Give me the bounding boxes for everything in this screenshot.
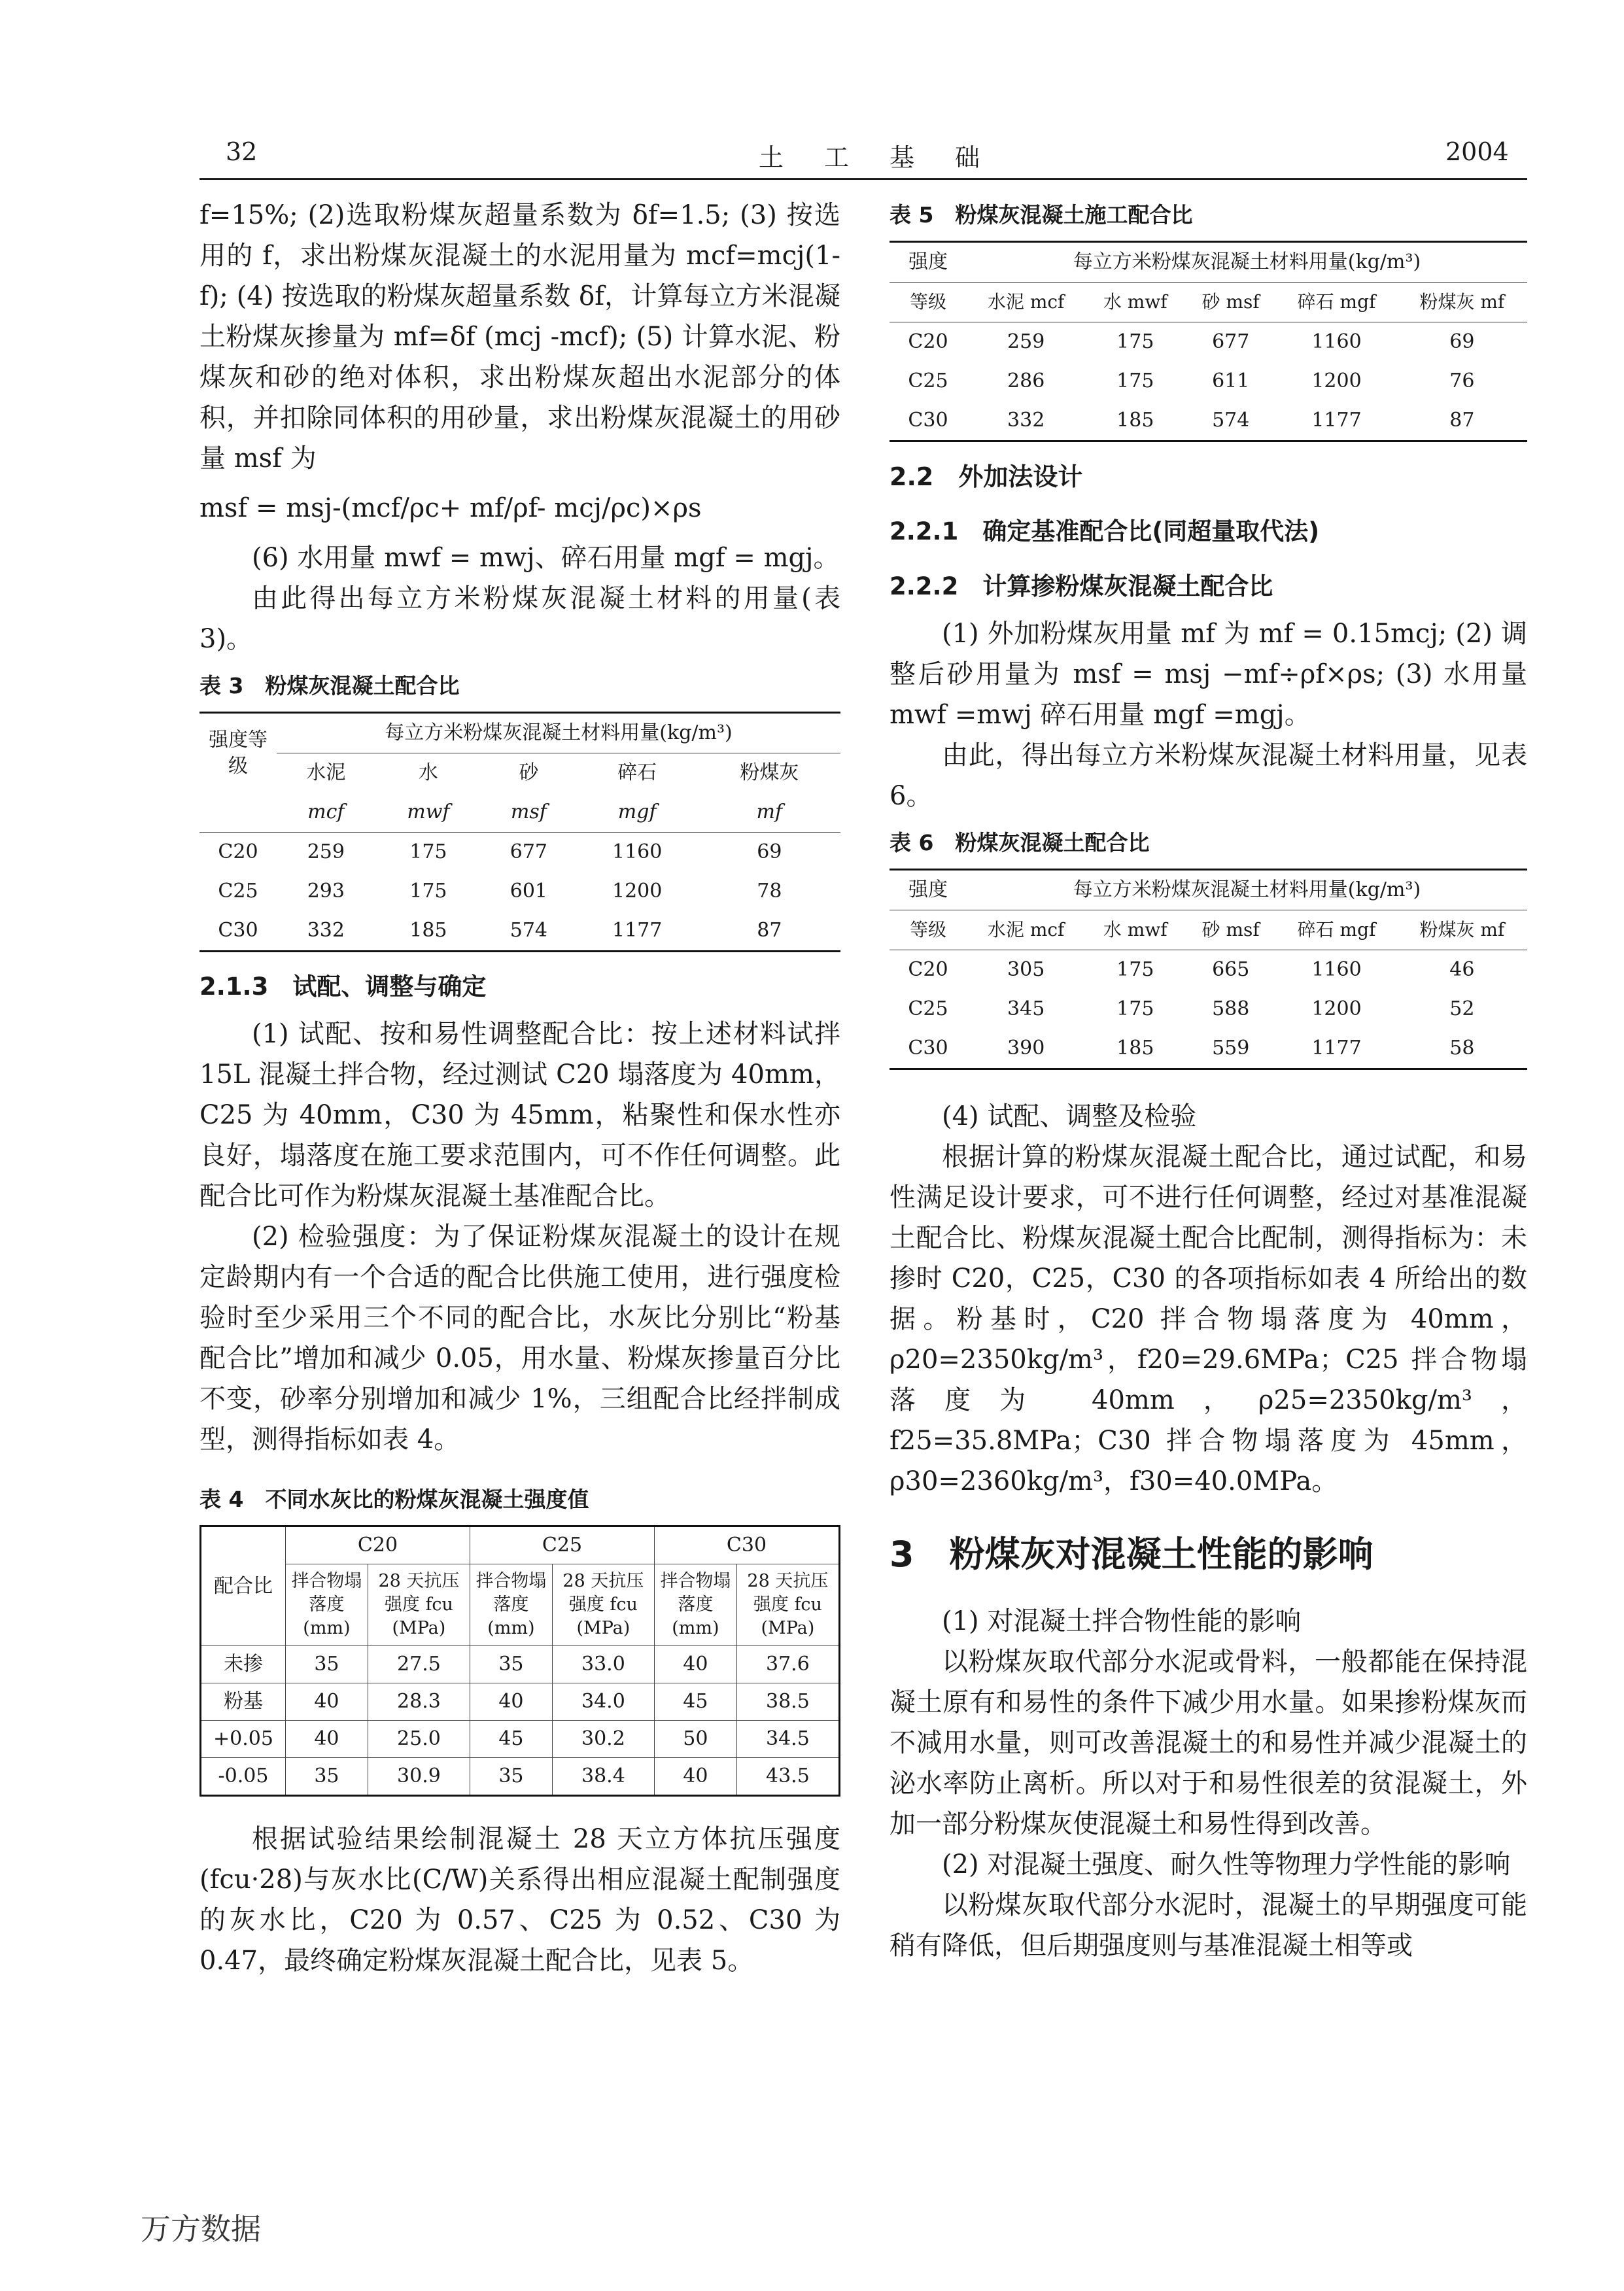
table-header: 每立方米粉煤灰混凝土材料用量(kg/m³): [967, 870, 1527, 910]
table-cell: 574: [1212, 409, 1250, 432]
paragraph: (6) 水用量 mwf = mwj、碎石用量 mgf = mgj。: [252, 543, 840, 573]
table-cell: 175: [409, 880, 447, 903]
table-cell: 1177: [612, 919, 663, 942]
table-header: 碎石: [617, 761, 657, 784]
table-header: msf: [510, 801, 547, 823]
table-cell: 43.5: [736, 1758, 839, 1796]
table-header: 拌合物塌落度(mm): [470, 1564, 552, 1646]
table-cell: 35: [286, 1758, 368, 1796]
table-cell: 40: [470, 1683, 552, 1721]
table-header: C25: [470, 1526, 654, 1564]
table-header: 等级: [909, 291, 946, 313]
table-cell: 28.3: [368, 1683, 470, 1721]
table-header: 28 天抗压强度 fcu (MPa): [552, 1564, 654, 1646]
table-cell: 1177: [1311, 1037, 1362, 1059]
table-cell: 34.0: [552, 1683, 654, 1721]
table-row: [890, 990, 1527, 1029]
table-cell: 37.6: [736, 1646, 839, 1683]
table-cell: 259: [1007, 330, 1045, 353]
table-cell: 未掺: [201, 1646, 286, 1683]
table-header: 每立方米粉煤灰混凝土材料用量(kg/m³): [967, 242, 1527, 283]
table-cell: 30.2: [552, 1721, 654, 1758]
section-heading: 3 粉煤灰对混凝土性能的影响: [890, 1534, 1373, 1575]
table-row: [201, 1758, 840, 1796]
table-cell: 332: [307, 919, 345, 942]
table-row: [890, 401, 1527, 441]
table-cell: 175: [1116, 997, 1154, 1020]
table-header: mgf: [617, 801, 657, 823]
table-cell: 601: [510, 880, 547, 903]
paragraph: 根据试验结果绘制混凝土 28 天立方体抗压强度(fcu·28)与灰水比(C/W)关系得出相应混凝土配制强度的灰水比，C20 为 0.57、C25 为 0.52、C30 为 0.47，最终确定粉煤灰混凝土配合比，见表 5。: [199, 1824, 840, 1976]
section-heading: 2.2.1 确定基准配合比(同超量取代法): [890, 517, 1320, 545]
table-cell: 185: [1116, 409, 1154, 432]
table-cell: 185: [409, 919, 447, 942]
table-cell: C30: [218, 919, 258, 942]
table-header: 水泥 mcf: [987, 291, 1065, 313]
section-heading: 2.2.2 计算掺粉煤灰混凝土配合比: [890, 572, 1273, 600]
table-cell: 38.4: [552, 1758, 654, 1796]
table-cell: 1160: [612, 840, 663, 863]
table-cell: -0.05: [201, 1758, 286, 1796]
table-cell: 76: [1449, 370, 1475, 392]
table-header: mcf: [307, 801, 345, 823]
paragraph: 由此，得出每立方米粉煤灰混凝土材料用量，见表 6。: [890, 740, 1527, 811]
table-cell: C20: [218, 840, 258, 863]
paragraph: (4) 试配、调整及检验: [942, 1101, 1197, 1131]
table-cell: 40: [286, 1721, 368, 1758]
section-heading: 2.2 外加法设计: [890, 462, 1083, 491]
table-cell: 40: [654, 1646, 736, 1683]
table-cell: 677: [510, 840, 547, 863]
table-cell: 175: [1116, 330, 1154, 353]
table-cell: 27.5: [368, 1646, 470, 1683]
table-header: 水: [418, 761, 438, 784]
table-cell: 52: [1449, 997, 1475, 1020]
paragraph: (1) 试配、按和易性调整配合比：按上述材料试拌 15L 混凝土拌合物，经过测试 C20 塌落度为 40mm，C25 为 40mm，C30 为 45mm，粘聚性和保水性亦良好，塌落度在施工要求范围内，可不作任何调整。此配合比可作为粉煤灰混凝土基准配合比。: [199, 1019, 840, 1211]
section-heading: 2.1.3 试配、调整与确定: [199, 973, 487, 1001]
table-header: C20: [286, 1526, 470, 1564]
table-cell: 69: [1449, 330, 1475, 353]
table-5: [890, 241, 1527, 442]
table-cell: C20: [908, 330, 948, 353]
table-header: 粉煤灰: [740, 761, 799, 784]
header-rule: [199, 178, 1527, 180]
table-header: mf: [756, 801, 783, 823]
table-header: 强度: [890, 242, 967, 283]
table-cell: 677: [1212, 330, 1250, 353]
table-header: 碎石 mgf: [1297, 291, 1376, 313]
table-row: [890, 362, 1527, 401]
table-cell: 45: [654, 1683, 736, 1721]
table-cell: 665: [1212, 958, 1250, 981]
table-header: 拌合物塌落度(mm): [654, 1564, 736, 1646]
table-header: 28 天抗压强度 fcu (MPa): [736, 1564, 839, 1646]
paragraph: 由此得出每立方米粉煤灰混凝土材料的用量(表 3)。: [199, 583, 840, 654]
table-cell: 1177: [1311, 409, 1362, 432]
table-header: 水 mwf: [1103, 919, 1167, 940]
table-cell: 1200: [612, 880, 663, 903]
table-cell: 78: [757, 880, 782, 903]
table-cell: 35: [470, 1758, 552, 1796]
table-cell: 87: [1449, 409, 1475, 432]
table-cell: 588: [1212, 997, 1250, 1020]
table-header: mwf: [407, 801, 450, 823]
table-header: C30: [654, 1526, 839, 1564]
table-row: [890, 1029, 1527, 1069]
table-cell: 58: [1449, 1037, 1475, 1059]
table-header: 砂 msf: [1201, 291, 1260, 313]
table-cell: +0.05: [201, 1721, 286, 1758]
table-cell: 286: [1007, 370, 1045, 392]
paragraph: (1) 外加粉煤灰用量 mf 为 mf = 0.15mcj; (2) 调整后砂用量为 msf = msj −mf÷ρf×ρs; (3) 水用量 mwf =mwj 碎石用量 mgf =mgj。: [890, 619, 1527, 730]
table-cell: 574: [510, 919, 547, 942]
table-header: 碎石 mgf: [1297, 919, 1376, 940]
journal-title: 土 工 基 础: [759, 143, 988, 172]
table-header: 每立方米粉煤灰混凝土材料用量(kg/m³): [277, 713, 840, 753]
table-header: 粉煤灰 mf: [1419, 919, 1505, 940]
table-cell: 38.5: [736, 1683, 839, 1721]
page-number: 32: [226, 137, 258, 166]
table-cell: 30.9: [368, 1758, 470, 1796]
table-cell: C25: [908, 370, 948, 392]
table-cell: 175: [1116, 958, 1154, 981]
table-header: 砂 msf: [1201, 919, 1260, 940]
table-row: [201, 1646, 840, 1683]
paragraph: 以粉煤灰取代部分水泥时，混凝土的早期强度可能稍有降低，但后期强度则与基准混凝土相等或: [890, 1890, 1527, 1961]
table-row: [201, 1683, 840, 1721]
table-header: 强度: [890, 870, 967, 910]
table-cell: 175: [409, 840, 447, 863]
table-4-caption: 表 4 不同水灰比的粉煤灰混凝土强度值: [199, 1487, 589, 1512]
table-header: 水 mwf: [1103, 291, 1167, 313]
table-5-caption: 表 5 粉煤灰混凝土施工配合比: [890, 202, 1193, 228]
table-cell: 35: [286, 1646, 368, 1683]
table-cell: 345: [1007, 997, 1045, 1020]
table-row: [201, 1721, 840, 1758]
table-cell: C30: [908, 409, 948, 432]
table-4: [199, 1525, 840, 1797]
paragraph: 以粉煤灰取代部分水泥或骨料，一般都能在保持混凝土原有和易性的条件下减少用水量。如果掺粉煤灰而不减用水量，则可改善混凝土的和易性并减少混凝土的泌水率防止离析。所以对于和易性很差的贫混凝土，外加一部分粉煤灰使混凝土和易性得到改善。: [890, 1647, 1527, 1839]
table-cell: 69: [757, 840, 782, 863]
paragraph: f=15%; (2)选取粉煤灰超量系数为 δf=1.5; (3) 按选用的 f，求出粉煤灰混凝土的水泥用量为 mcf=mcj(1-f); (4) 按选取的粉煤灰超量系数 δf，计算每立方米混凝土粉煤灰掺量为 mf=δf (mcj -mcf); (5) 计算水泥、粉煤灰和砂的绝对体积，求出粉煤灰超出水泥部分的体积，并扣除同体积的用砂量，求出粉煤灰混凝土的用砂量 msf 为: [199, 200, 840, 474]
table-cell: 35: [470, 1646, 552, 1683]
table-3-caption: 表 3 粉煤灰混凝土配合比: [199, 673, 460, 698]
table-cell: 40: [286, 1683, 368, 1721]
paragraph: 根据计算的粉煤灰混凝土配合比，通过试配，和易性满足设计要求，可不进行任何调整，经过对基准混凝土配合比、粉煤灰混凝土配合比配制，测得指标为：未掺时 C20，C25，C30 的各项指标如表 4 所给出的数据。粉基时，C20 拌合物塌落度为 40mm，ρ20=2350kg/m³，f20=29.6MPa；C25 拌合物塌落度为 40mm，ρ25=2350kg/m³，f25=35.8MPa；C30 拌合物塌落度为 45mm，ρ30=2360kg/m³，f30=40.0MPa。: [890, 1142, 1527, 1496]
table-cell: 1200: [1311, 370, 1362, 392]
year: 2004: [1445, 137, 1509, 166]
table-header: 配合比: [201, 1526, 286, 1646]
table-cell: 559: [1212, 1037, 1250, 1059]
table-cell: 390: [1007, 1037, 1045, 1059]
table-3: [199, 712, 840, 952]
table-cell: 611: [1212, 370, 1250, 392]
paragraph: (2) 对混凝土强度、耐久性等物理力学性能的影响: [942, 1850, 1511, 1880]
table-cell: 1160: [1311, 958, 1362, 981]
table-cell: C30: [908, 1037, 948, 1059]
table-6: [890, 869, 1527, 1070]
table-header: 拌合物塌落度(mm): [286, 1564, 368, 1646]
table-cell: 293: [307, 880, 345, 903]
table-header: 水泥 mcf: [987, 919, 1065, 940]
table-header: 等级: [909, 919, 946, 940]
table-row: [890, 322, 1527, 362]
table-cell: 粉基: [201, 1683, 286, 1721]
table-cell: 34.5: [736, 1721, 839, 1758]
table-cell: 33.0: [552, 1646, 654, 1683]
table-cell: 332: [1007, 409, 1045, 432]
paragraph: (1) 对混凝土拌合物性能的影响: [942, 1606, 1302, 1636]
table-header: 粉煤灰 mf: [1419, 291, 1505, 313]
table-cell: 175: [1116, 370, 1154, 392]
formula: msf = msj-(mcf/ρc+ mf/ρf- mcj/ρc)×ρs: [199, 493, 702, 523]
footer-watermark: 万方数据: [141, 2211, 261, 2247]
table-cell: 50: [654, 1721, 736, 1758]
table-header: 28 天抗压强度 fcu (MPa): [368, 1564, 470, 1646]
table-row: [199, 911, 840, 952]
table-header: 强度等级: [209, 728, 268, 778]
table-cell: 45: [470, 1721, 552, 1758]
table-6-caption: 表 6 粉煤灰混凝土配合比: [890, 830, 1150, 855]
table-row: [199, 833, 840, 872]
table-row: [890, 950, 1527, 990]
table-cell: 1200: [1311, 997, 1362, 1020]
table-cell: 259: [307, 840, 345, 863]
table-cell: C25: [218, 880, 258, 903]
table-cell: 87: [757, 919, 782, 942]
paragraph: (2) 检验强度：为了保证粉煤灰混凝土的设计在规定龄期内有一个合适的配合比供施工使用，进行强度检验时至少采用三个不同的配合比，水灰比分别比“粉基配合比”增加和减少 0.05，用水量、粉煤灰掺量百分比不变，砂率分别增加和减少 1%，三组配合比经拌制成型，测得指标如表 4。: [199, 1222, 840, 1455]
table-cell: 305: [1007, 958, 1045, 981]
table-header: 砂: [519, 761, 539, 784]
table-row: [199, 872, 840, 911]
table-cell: 40: [654, 1758, 736, 1796]
left-column: [199, 195, 840, 1981]
table-cell: 46: [1449, 958, 1475, 981]
table-cell: C25: [908, 997, 948, 1020]
right-column: [890, 195, 1527, 1966]
table-cell: C20: [908, 958, 948, 981]
table-cell: 1160: [1311, 330, 1362, 353]
table-cell: 25.0: [368, 1721, 470, 1758]
table-cell: 185: [1116, 1037, 1154, 1059]
table-header: 水泥: [306, 761, 346, 784]
